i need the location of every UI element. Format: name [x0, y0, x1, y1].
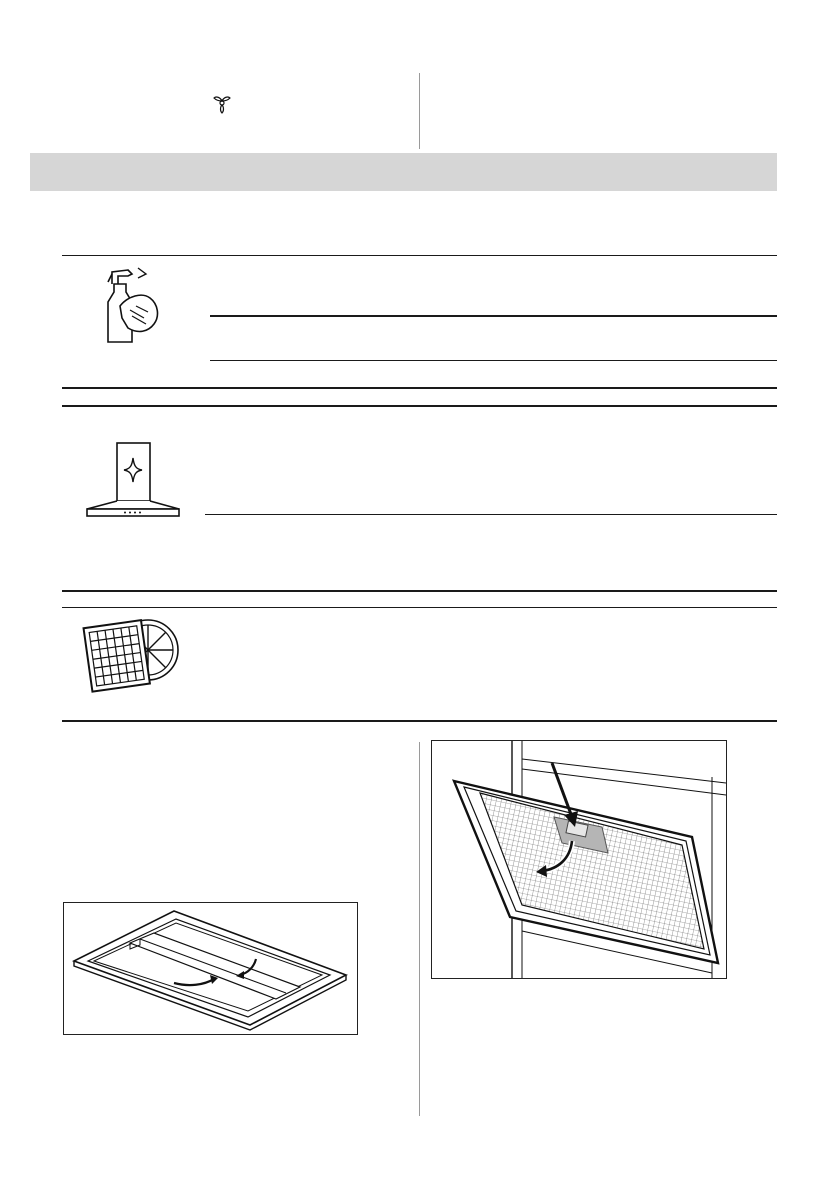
- hood-underside-figure: [63, 902, 358, 1035]
- cooker-hood-sparkle-icon: [84, 442, 182, 518]
- table-rule: [205, 514, 777, 515]
- filter-latch-arrow-icon: [432, 741, 726, 978]
- table-rule: [62, 590, 777, 592]
- spray-cloth-cleaning-icon: [98, 262, 168, 346]
- column-divider-bottom: [419, 742, 420, 1116]
- column-divider-top: [419, 73, 420, 149]
- fan-icon: [210, 93, 234, 115]
- table-rule: [62, 720, 777, 722]
- table-rule: [62, 255, 777, 256]
- grease-filter-icon: [80, 612, 180, 696]
- table-rule: [62, 405, 777, 407]
- table-rule: [62, 607, 777, 608]
- table-rule: [62, 387, 777, 389]
- table-rule: [210, 315, 777, 317]
- filter-removal-arrows-icon: [64, 903, 357, 1034]
- table-rule: [210, 360, 777, 361]
- section-heading-band: [30, 153, 777, 191]
- filter-latch-figure: [431, 740, 727, 979]
